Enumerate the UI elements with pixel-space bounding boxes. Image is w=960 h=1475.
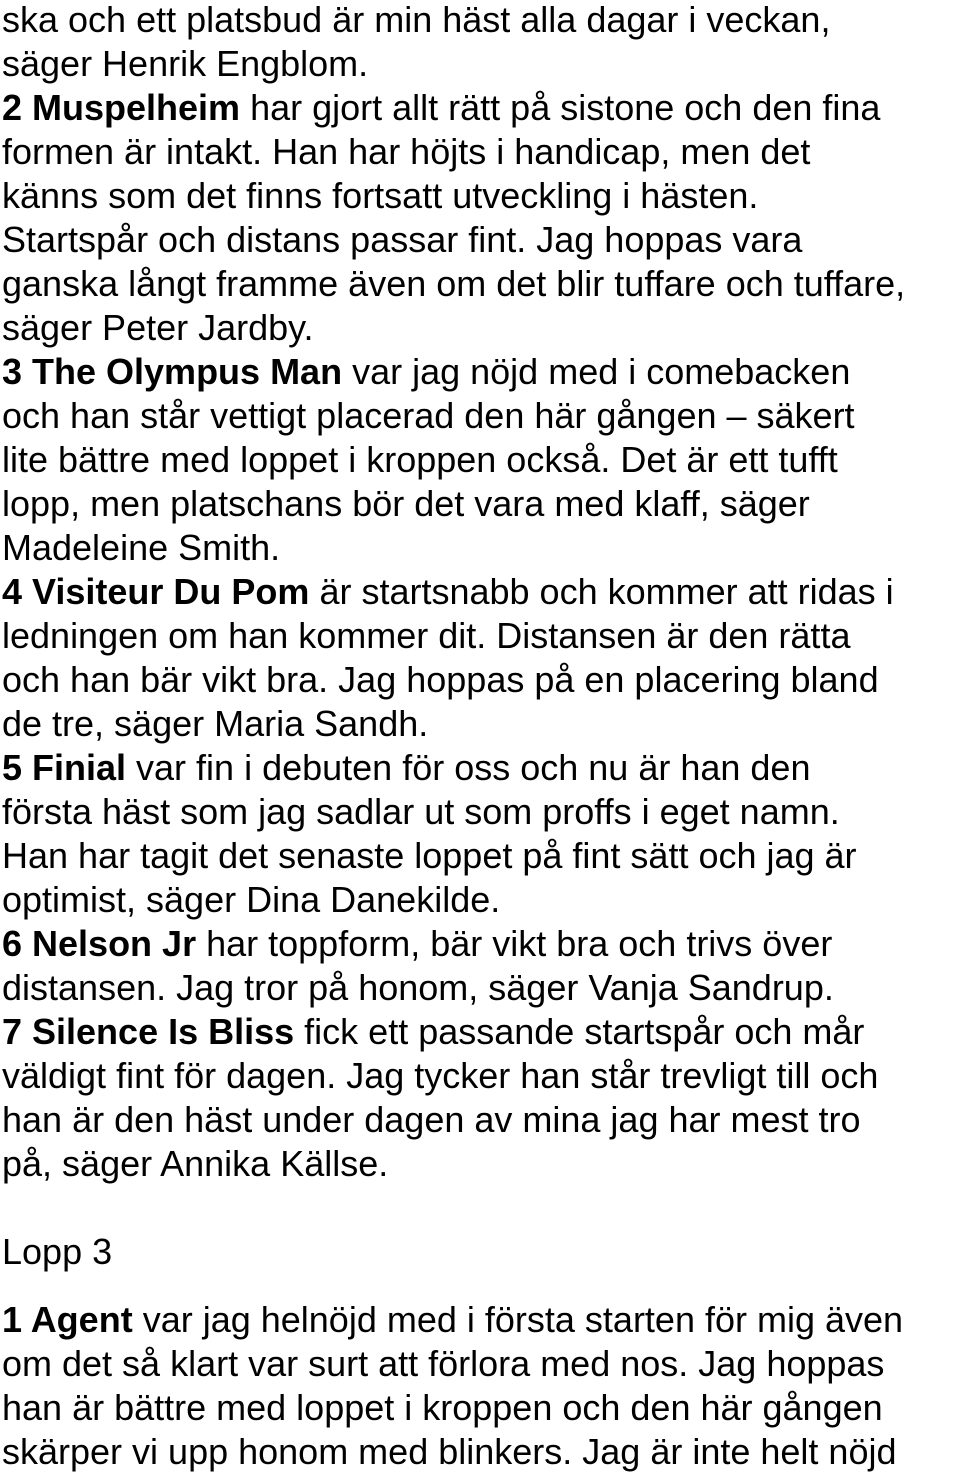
entry-line: väldigt fint för dagen. Jag tycker han står trevligt till och <box>2 1055 879 1096</box>
entry-line: och han står vettigt placerad den här gången – säkert <box>2 395 855 436</box>
entry-line: formen är intakt. Han har höjts i handicap, men det <box>2 131 811 172</box>
entry-line: ledningen om han kommer dit. Distansen är den rätta <box>2 615 851 656</box>
entry-line: säger Peter Jardby. <box>2 307 314 348</box>
horse-name: 4 Visiteur Du Pom <box>2 571 310 612</box>
entry-line: känns som det finns fortsatt utveckling i hästen. <box>2 175 759 216</box>
entry-paragraph: 4 Visiteur Du Pom är startsnabb och kommer att ridas i <box>2 571 894 612</box>
race-heading: Lopp 3 <box>2 1231 113 1272</box>
entry-paragraph: 3 The Olympus Man var jag nöjd med i comebacken <box>2 351 851 392</box>
entry-line: Startspår och distans passar fint. Jag hoppas vara <box>2 219 803 260</box>
horse-name: 5 Finial <box>2 747 127 788</box>
horse-name: 2 Muspelheim <box>2 87 241 128</box>
entry-line: om det så klart var surt att förlora med nos. Jag hoppas <box>2 1343 885 1384</box>
entry-paragraph: 2 Muspelheim har gjort allt rätt på sistone och den fina <box>2 87 881 128</box>
entry-line: skärper vi upp honom med blinkers. Jag är inte helt nöjd <box>2 1431 897 1472</box>
entry-line: lopp, men platschans bör det vara med klaff, säger <box>2 483 810 524</box>
entry-paragraph: 6 Nelson Jr har toppform, bär vikt bra och trivs över <box>2 923 833 964</box>
entry-line: optimist, säger Dina Danekilde. <box>2 879 501 920</box>
entry-line: och han bär vikt bra. Jag hoppas på en placering bland <box>2 659 879 700</box>
entry-line: på, säger Annika Källse. <box>2 1143 389 1184</box>
entry-line: han är den häst under dagen av mina jag har mest tro <box>2 1099 861 1140</box>
intro-line: säger Henrik Engblom. <box>2 43 369 84</box>
entry-paragraph: 5 Finial var fin i debuten för oss och nu är han den <box>2 747 811 788</box>
horse-name: 6 Nelson Jr <box>2 923 197 964</box>
intro-line: ska och ett platsbud är min häst alla dagar i veckan, <box>2 0 831 40</box>
entry-line: ganska långt framme även om det blir tuffare och tuffare, <box>2 263 906 304</box>
horse-name: 3 The Olympus Man <box>2 351 343 392</box>
entry-paragraph: 7 Silence Is Bliss fick ett passande startspår och mår <box>2 1011 865 1052</box>
entry-line: de tre, säger Maria Sandh. <box>2 703 429 744</box>
entry-line: distansen. Jag tror på honom, säger Vanja Sandrup. <box>2 967 834 1008</box>
entry-line: han är bättre med loppet i kroppen och den här gången <box>2 1387 883 1428</box>
horse-name: 1 Agent <box>2 1299 133 1340</box>
race3-comments <box>2 1298 960 1474</box>
entry-line: lite bättre med loppet i kroppen också. Det är ett tufft <box>2 439 838 480</box>
entry-line: Han har tagit det senaste loppet på fint sätt och jag är <box>2 835 857 876</box>
entry-line: Madeleine Smith. <box>2 527 281 568</box>
entry-paragraph: 1 Agent var jag helnöjd med i första starten för mig även <box>2 1299 904 1340</box>
entry-line: första häst som jag sadlar ut som proffs i eget namn. <box>2 791 840 832</box>
horse-name: 7 Silence Is Bliss <box>2 1011 295 1052</box>
race2-comments <box>2 0 960 1186</box>
